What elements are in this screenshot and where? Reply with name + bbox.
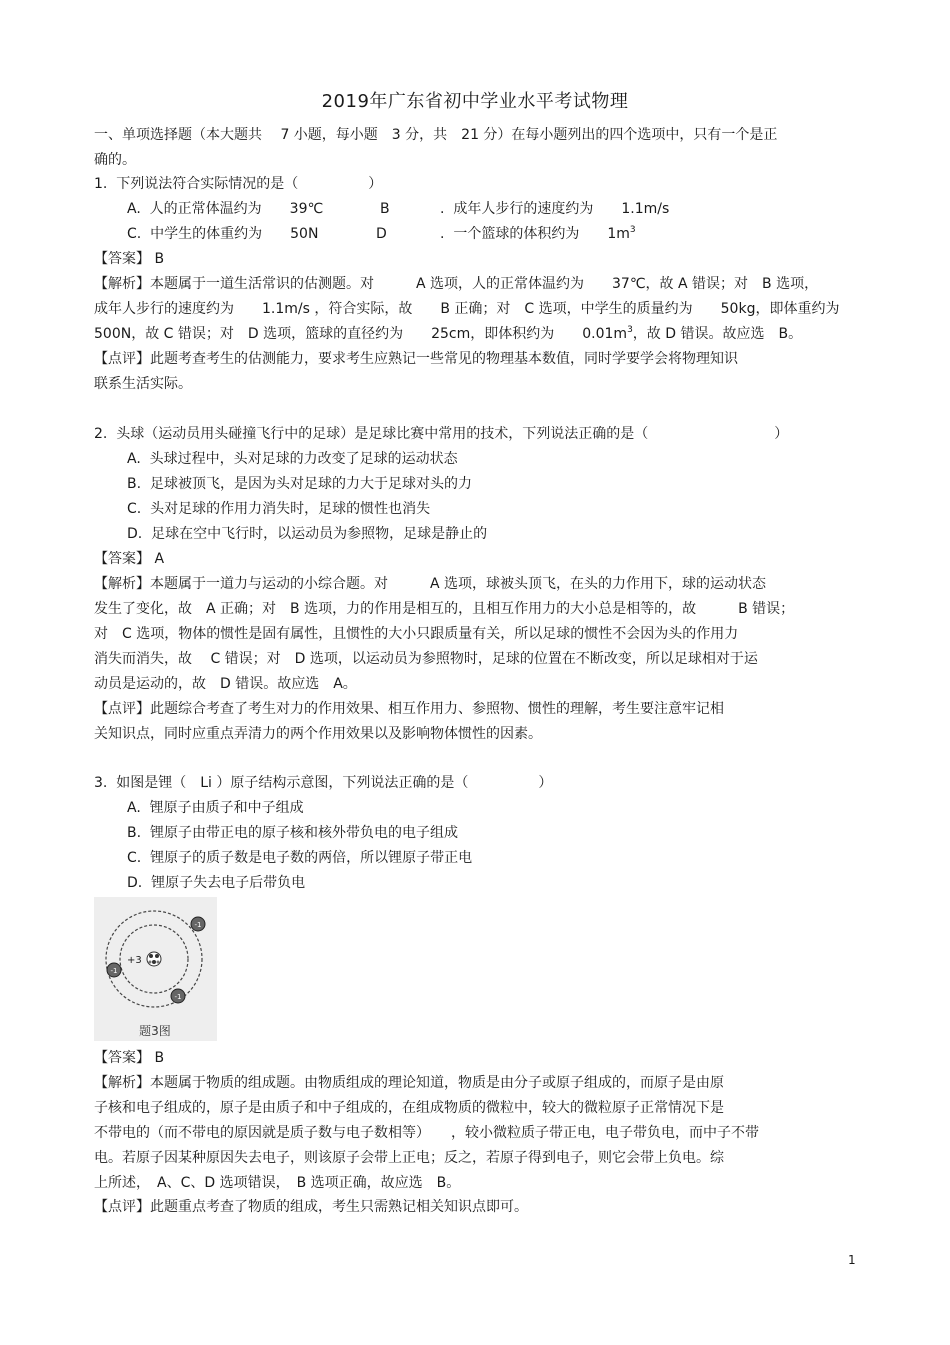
- q1-option-d-letter: D: [376, 226, 387, 242]
- superscript: 3: [629, 225, 636, 235]
- electron: [191, 917, 205, 931]
- q1-option-b-letter: B: [380, 201, 390, 217]
- q2-option-b: B. 足球被顶飞，是因为头对足球的力大于足球对头的力: [127, 476, 472, 492]
- figure-caption: 题3图: [139, 1024, 171, 1038]
- superscript: 3: [627, 325, 633, 335]
- q1-option-d: . 一个篮球的体积约为 $1m^3$: [440, 225, 636, 242]
- q3-analysis-line: 子核和电子组成的，原子是由质子和中子组成的，在组成物质的微粒中，较大的微粒原子正常情况下是: [94, 1100, 724, 1116]
- q3-analysis-line: 电。若原子因某种原因失去电子，则该原子会带上正电；反之，若原子得到电子，则它会带上负电。综: [94, 1150, 724, 1166]
- q2-analysis-line: 发生了变化，故 A 正确；对 B 选项，力的作用是相互的，且相互作用力的大小总是相等的，故 B 错误；: [94, 601, 795, 617]
- q2-comment-line: 关知识点，同时应重点弄清力的两个作用效果以及影响物体惯性的因素。: [94, 726, 542, 742]
- electron: [107, 963, 121, 977]
- nucleus: [147, 952, 161, 966]
- q1-analysis-line: 500N，故 C 错误；对 D 选项，篮球的直径约为 25cm，即体积约为 $0.01m^3$，故 D 错误。故应选 B。: [94, 325, 803, 342]
- q3-analysis-line: 上所述， A、C、D 选项错误， B 选项正确，故应选 B。: [94, 1175, 461, 1191]
- lithium-atom-figure: [94, 897, 217, 1041]
- q2-option-a: A. 头球过程中，头对足球的力改变了足球的运动状态: [127, 451, 458, 467]
- q3-answer: 【答案】 B: [94, 1050, 165, 1066]
- q1-analysis-line: 【解析】本题属于一道生活常识的估测题。对 A 选项，人的正常体温约为 37℃，故 A 错误；对 B 选项，: [94, 276, 819, 292]
- q3-analysis-line: 【解析】本题属于物质的组成题。由物质组成的理论知道，物质是由分子或原子组成的，而原子是由原: [94, 1075, 724, 1091]
- q1-option-c: C. 中学生的体重约为 50N: [127, 226, 319, 242]
- section-instructions: 一、单项选择题（本大题共 7 小题，每小题 3 分，共 21 分）在每小题列出的四个选项中，只有一个是正: [94, 127, 778, 143]
- q2-option-c: C. 头对足球的作用力消失时，足球的惯性也消失: [127, 501, 431, 517]
- page-title: 2019年广东省初中学业水平考试物理: [321, 91, 629, 112]
- q3-option-a: A. 锂原子由质子和中子组成: [127, 800, 304, 816]
- q2-answer: 【答案】 A: [94, 551, 165, 567]
- q3-stem: 3. 如图是锂（ Li ）原子结构示意图，下列说法正确的是（ ）: [94, 775, 553, 791]
- electron-charge-label: -1: [174, 993, 182, 1001]
- q2-analysis-line: 对 C 选项，物体的惯性是固有属性，且惯性的大小只跟质量有关，所以足球的惯性不会因为头的作用力: [94, 626, 739, 642]
- q2-analysis-line: 动员是运动的，故 D 错误。故应选 A。: [94, 676, 357, 692]
- q3-option-b: B. 锂原子由带正电的原子核和核外带负电的电子组成: [127, 825, 458, 841]
- q3-option-c: C. 锂原子的质子数是电子数的两倍，所以锂原子带正电: [127, 850, 473, 866]
- q1-comment-line: 【点评】此题考查考生的估测能力，要求考生应熟记一些常见的物理基本数值，同时学要学会将物理知识: [94, 351, 738, 367]
- q1-option-b: . 成年人步行的速度约为 1.1m/s: [440, 201, 670, 217]
- section-instructions-cont: 确的。: [94, 152, 136, 168]
- q1-option-a: A. 人的正常体温约为 39℃: [127, 201, 324, 217]
- q2-stem: 2. 头球（运动员用头碰撞飞行中的足球）是足球比赛中常用的技术，下列说法正确的是（ ）: [94, 426, 789, 442]
- page-number: 1: [848, 1253, 856, 1267]
- q2-analysis-line: 【解析】本题属于一道力与运动的小综合题。对 A 选项，球被头顶飞，在头的力作用下，球的运动状态: [94, 576, 767, 592]
- electron-charge-label: -1: [194, 921, 202, 929]
- q2-comment-line: 【点评】此题综合考查了考生对力的作用效果、相互作用力、参照物、惯性的理解，考生要注意牢记相: [94, 701, 724, 717]
- q3-analysis-line: 不带电的（而不带电的原因就是质子数与电子数相等） ，较小微粒质子带正电，电子带负电，而中子不带: [94, 1125, 759, 1141]
- q2-option-d: D. 足球在空中飞行时，以运动员为参照物，足球是静止的: [127, 526, 488, 542]
- q3-option-d: D. 锂原子失去电子后带负电: [127, 875, 306, 891]
- atom-diagram: [94, 897, 217, 1041]
- electron-charge-label: -1: [110, 967, 118, 975]
- q1-analysis-line: 成年人步行的速度约为 1.1m/s ，符合实际，故 B 正确；对 C 选项，中学生的质量约为 50kg，即体重约为: [94, 301, 840, 317]
- q2-analysis-line: 消失而消失，故 C 错误；对 D 选项，以运动员为参照物时，足球的位置在不断改变，所以足球相对于运: [94, 651, 758, 667]
- q1-comment-line: 联系生活实际。: [94, 376, 192, 392]
- q1-answer: 【答案】 B: [94, 251, 165, 267]
- q3-comment: 【点评】此题重点考查了物质的组成，考生只需熟记相关知识点即可。: [94, 1199, 528, 1215]
- electron: [171, 989, 185, 1003]
- nucleus-charge-label: +3: [127, 955, 142, 966]
- q1-stem: 1. 下列说法符合实际情况的是（ ）: [94, 176, 383, 192]
